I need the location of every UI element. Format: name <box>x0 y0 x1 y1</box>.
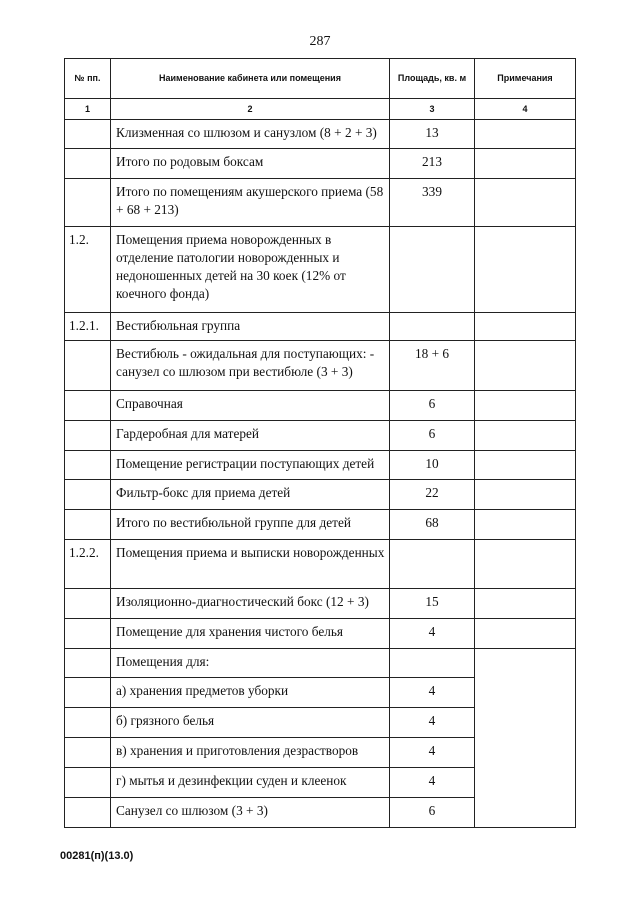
row-name: Итого по помещениям акушерского приема (58 + 68 + 213) <box>111 179 390 227</box>
table-row <box>65 149 576 179</box>
table-row <box>65 179 576 227</box>
row-area: 15 <box>390 589 475 619</box>
row-note <box>475 510 576 540</box>
row-area: 213 <box>390 149 475 179</box>
row-num <box>65 619 111 649</box>
table-row <box>65 391 576 421</box>
row-area: 6 <box>390 391 475 421</box>
row-area: 22 <box>390 480 475 510</box>
table-row <box>65 589 576 619</box>
row-note <box>475 589 576 619</box>
column-number-3: 3 <box>390 99 475 120</box>
row-name: Вестибюль - ожидальная для поступающих: - санузел со шлюзом при вестибюле (3 + 3) <box>111 341 390 391</box>
row-note <box>475 619 576 649</box>
row-note <box>475 341 576 391</box>
row-area: 4 <box>390 708 475 738</box>
row-name: Клизменная со шлюзом и санузлом (8 + 2 + 3) <box>111 120 390 149</box>
row-name: в) хранения и приготовления дезрастворов <box>111 738 390 768</box>
table-row <box>65 510 576 540</box>
row-area: 4 <box>390 738 475 768</box>
rooms-area-table <box>64 58 576 828</box>
row-name: Фильтр-бокс для приема детей <box>111 480 390 510</box>
column-number-2: 2 <box>111 99 390 120</box>
row-area: 6 <box>390 421 475 451</box>
row-name: Помещения приема новорожденных в отделение патологии новорожденных и недоношенных детей на 30 коек (12% от коечного фонда) <box>111 227 390 313</box>
row-num: 1.2.2. <box>65 540 111 589</box>
row-name: Санузел со шлюзом (3 + 3) <box>111 798 390 828</box>
row-num <box>65 798 111 828</box>
row-note <box>475 149 576 179</box>
row-note <box>475 179 576 227</box>
header-col-area: Площадь, кв. м <box>390 59 475 99</box>
table-row <box>65 120 576 149</box>
row-num <box>65 421 111 451</box>
row-area: 18 + 6 <box>390 341 475 391</box>
table-row <box>65 313 576 341</box>
row-name: б) грязного белья <box>111 708 390 738</box>
row-num: 1.2.1. <box>65 313 111 341</box>
table-row <box>65 421 576 451</box>
row-area: 68 <box>390 510 475 540</box>
row-num: 1.2. <box>65 227 111 313</box>
header-col-note: Примечания <box>475 59 576 99</box>
header-col-name: Наименование кабинета или помещения <box>111 59 390 99</box>
row-num <box>65 149 111 179</box>
table-row <box>65 619 576 649</box>
row-num <box>65 480 111 510</box>
row-name: Итого по вестибюльной группе для детей <box>111 510 390 540</box>
table-row <box>65 540 576 589</box>
row-name: Помещения приема и выписки новорожденных <box>111 540 390 589</box>
row-num <box>65 678 111 708</box>
column-number-1: 1 <box>65 99 111 120</box>
row-area <box>390 227 475 313</box>
column-number-4: 4 <box>475 99 576 120</box>
table-row <box>65 480 576 510</box>
row-num <box>65 179 111 227</box>
row-note <box>475 120 576 149</box>
table-row <box>65 451 576 480</box>
row-num <box>65 738 111 768</box>
row-name: а) хранения предметов уборки <box>111 678 390 708</box>
row-name: г) мытья и дезинфекции суден и клеенок <box>111 768 390 798</box>
table-row <box>65 341 576 391</box>
row-num <box>65 510 111 540</box>
row-name: Вестибюльная группа <box>111 313 390 341</box>
row-note <box>475 480 576 510</box>
row-note <box>475 421 576 451</box>
row-note <box>475 313 576 341</box>
row-note <box>475 227 576 313</box>
row-area: 13 <box>390 120 475 149</box>
table-row <box>65 227 576 313</box>
row-name: Помещение регистрации поступающих детей <box>111 451 390 480</box>
row-num <box>65 589 111 619</box>
row-area <box>390 313 475 341</box>
page-number: 287 <box>309 34 331 49</box>
row-num <box>65 768 111 798</box>
row-name: Помещение для хранения чистого белья <box>111 619 390 649</box>
row-note <box>475 451 576 480</box>
row-area: 4 <box>390 619 475 649</box>
row-num <box>65 451 111 480</box>
row-name: Изоляционно-диагностический бокс (12 + 3) <box>111 589 390 619</box>
row-area: 4 <box>390 768 475 798</box>
row-area: 339 <box>390 179 475 227</box>
table-row <box>65 649 576 678</box>
row-num <box>65 649 111 678</box>
row-note <box>475 391 576 421</box>
row-note <box>475 540 576 589</box>
row-name: Справочная <box>111 391 390 421</box>
header-col-num: № пп. <box>65 59 111 99</box>
row-area: 4 <box>390 678 475 708</box>
table-header-row <box>65 59 576 99</box>
row-area <box>390 540 475 589</box>
row-area <box>390 649 475 678</box>
row-num <box>65 708 111 738</box>
column-number-row <box>65 99 576 120</box>
row-name: Помещения для: <box>111 649 390 678</box>
row-name: Гардеробная для матерей <box>111 421 390 451</box>
row-area: 10 <box>390 451 475 480</box>
row-name: Итого по родовым боксам <box>111 149 390 179</box>
row-num <box>65 391 111 421</box>
document-code: 00281(п)(13.0) <box>60 850 134 862</box>
row-num <box>65 120 111 149</box>
row-area: 6 <box>390 798 475 828</box>
row-note-merged <box>475 649 576 828</box>
row-num <box>65 341 111 391</box>
